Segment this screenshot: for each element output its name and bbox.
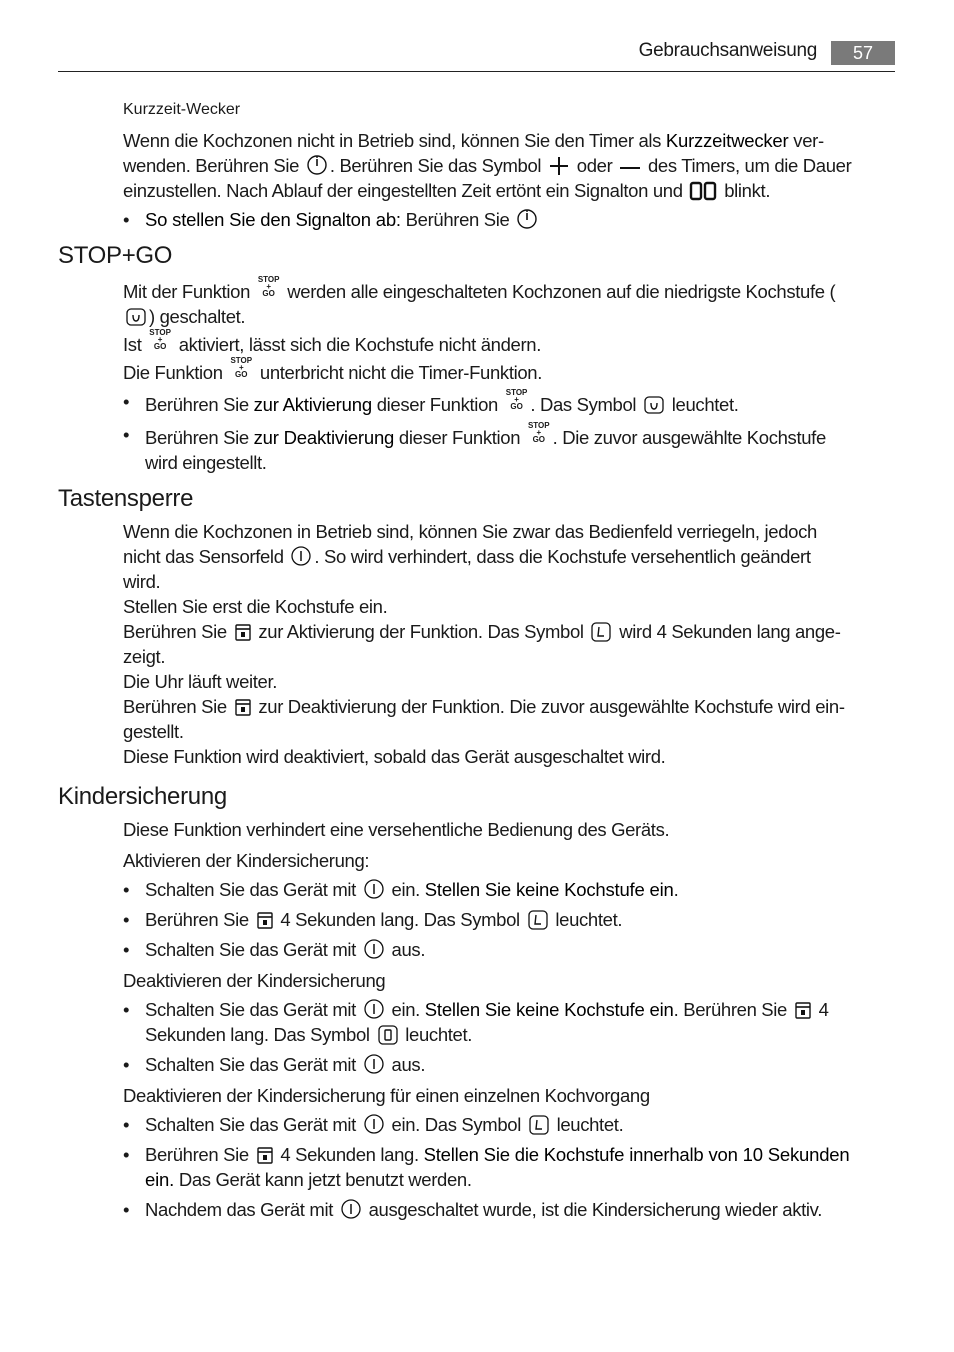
page-number: 57 bbox=[831, 41, 895, 65]
child-section bbox=[123, 817, 898, 1222]
single-list bbox=[123, 1112, 898, 1222]
timer-section bbox=[123, 100, 898, 232]
power-icon bbox=[363, 1053, 385, 1075]
low-heat-icon bbox=[643, 395, 665, 415]
text: Mit der Funktion bbox=[123, 281, 255, 302]
stopgo-section bbox=[123, 276, 898, 475]
text: oder bbox=[571, 155, 618, 176]
list-item: • Schalten Sie das Gerät mit aus. bbox=[123, 939, 426, 960]
stop-go-icon: STOP + GO bbox=[257, 275, 280, 298]
power-icon bbox=[363, 938, 385, 960]
list-item: • Schalten Sie das Gerät mit aus. bbox=[123, 1054, 426, 1075]
text: Ist bbox=[123, 334, 147, 355]
timer-title: Kurzzeit-Wecker bbox=[123, 101, 241, 118]
list-item: • Schalten Sie das Gerät mit ein. Stellen Sie keine Kochstufe ein. Berühren Sie 4 Sekunden lang. Das Symbol leuchtet. bbox=[123, 999, 829, 1045]
power-icon bbox=[363, 998, 385, 1020]
single-title: Deaktivieren der Kindersicherung für einen einzelnen Kochvorgang bbox=[123, 1085, 650, 1106]
power-icon bbox=[363, 878, 385, 900]
power-icon bbox=[363, 1113, 385, 1135]
lock-heading: Tastensperre bbox=[58, 485, 194, 512]
timer-list bbox=[123, 207, 898, 232]
list-item: • Nachdem das Gerät mit ausgeschaltet wurde, ist die Kindersicherung wieder aktiv. bbox=[123, 1199, 822, 1220]
minus-icon bbox=[619, 160, 641, 176]
lock-icon bbox=[234, 622, 252, 642]
text: ) geschaltet. bbox=[149, 306, 246, 327]
text-strong: Kurzzeitwecker bbox=[665, 130, 789, 151]
bullet: • bbox=[123, 209, 130, 230]
stopgo-heading: STOP+GO bbox=[58, 242, 173, 269]
text: werden alle eingeschalteten Kochzonen auf die niedrigste Kochstufe ( bbox=[282, 281, 836, 302]
list-item: • Schalten Sie das Gerät mit ein. Das Symbol leuchtet. bbox=[123, 1114, 624, 1135]
text-strong: So stellen Sie den Signalton ab: bbox=[145, 209, 401, 230]
lock-display-icon bbox=[590, 622, 612, 642]
lock-icon bbox=[256, 1145, 274, 1165]
list-item: • Berühren Sie 4 Sekunden lang. Das Symbol leuchtet. bbox=[123, 909, 623, 930]
lock-display-icon bbox=[528, 1115, 550, 1135]
text: Berühren Sie bbox=[400, 209, 515, 230]
bullet: • bbox=[123, 424, 130, 445]
lock-icon bbox=[794, 1000, 812, 1020]
text: ver- bbox=[788, 130, 824, 151]
stop-go-icon: STOP + GO bbox=[505, 388, 528, 411]
bullet: • bbox=[123, 391, 130, 412]
stop-go-icon: STOP + GO bbox=[230, 356, 253, 379]
text: . Berühren Sie das Symbol bbox=[329, 155, 546, 176]
child-intro: Diese Funktion verhindert eine versehentliche Bedienung des Geräts. bbox=[123, 819, 670, 840]
stopgo-list bbox=[123, 389, 898, 475]
display-00-icon bbox=[689, 181, 717, 201]
lock-section: Wenn die Kochzonen in Betrieb sind, können Sie zwar das Bedienfeld verriegeln, jedoch nicht das Sensorfeld . So wird verhindert, dass die Kochstufe versehentlich geändert wird. Stellen Sie erst die Kochstufe ein. Berühren Sie zur Aktivierung der Funktion. Das Symbol wird 4 Sekunden lang ange- zeigt. Die Uhr läuft weiter. Berühren Sie zur Deaktivierung der Funktion. Die zuvor ausgewählte Kochstufe wird ein- gestellt. Diese Funktion wird deaktiviert, sobald das Gerät ausgeschaltet wird. bbox=[123, 521, 845, 767]
list-item bbox=[123, 207, 898, 232]
low-heat-icon bbox=[125, 307, 147, 327]
power-icon bbox=[340, 1198, 362, 1220]
text: Wenn die Kochzonen nicht in Betrieb sind, können Sie den Timer als bbox=[123, 130, 666, 151]
child-heading: Kindersicherung bbox=[58, 783, 227, 810]
stopgo-paragraph bbox=[123, 276, 898, 385]
activate-list bbox=[123, 877, 898, 962]
timer-icon bbox=[306, 154, 328, 176]
page-content bbox=[58, 100, 898, 1227]
lock-icon bbox=[256, 910, 274, 930]
text: des Timers, um die Dauer bbox=[643, 155, 852, 176]
deactivate-title: Deaktivieren der Kindersicherung bbox=[123, 970, 386, 991]
stop-go-icon: STOP + GO bbox=[527, 421, 550, 444]
timer-icon bbox=[516, 208, 538, 230]
text: blinkt. bbox=[719, 180, 771, 201]
list-item: • Berühren Sie zur Deaktivierung dieser Funktion STOP + GO . Die zuvor ausgewählte Kochstufe wird eingestellt. bbox=[123, 421, 826, 473]
power-icon bbox=[290, 545, 312, 567]
list-item: • Schalten Sie das Gerät mit ein. Stellen Sie keine Kochstufe ein. bbox=[123, 879, 679, 900]
stop-go-icon: STOP + GO bbox=[149, 328, 171, 351]
zero-display-icon bbox=[377, 1025, 399, 1045]
text: einzustellen. Nach Ablauf der eingestellten Zeit ertönt ein Signalton und bbox=[123, 180, 688, 201]
deactivate-list bbox=[123, 997, 898, 1077]
text: wenden. Berühren Sie bbox=[123, 155, 304, 176]
text: aktiviert, lässt sich die Kochstufe nicht ändern. bbox=[173, 334, 542, 355]
text: Die Funktion bbox=[123, 362, 228, 383]
activate-title: Aktivieren der Kindersicherung: bbox=[123, 850, 370, 871]
timer-paragraph bbox=[123, 128, 898, 203]
list-item: • Berühren Sie zur Aktivierung dieser Funktion STOP + GO . Das Symbol leuchtet. bbox=[123, 388, 739, 415]
plus-icon bbox=[548, 156, 570, 176]
lock-icon bbox=[234, 697, 252, 717]
list-item: • Berühren Sie 4 Sekunden lang. Stellen Sie die Kochstufe innerhalb von 10 Sekunden ein. Das Gerät kann jetzt benutzt werden. bbox=[123, 1144, 850, 1190]
lock-display-icon bbox=[527, 910, 549, 930]
header-title: Gebrauchsanweisung bbox=[638, 40, 817, 61]
page-header bbox=[58, 38, 895, 72]
text: unterbricht nicht die Timer-Funktion. bbox=[255, 362, 543, 383]
